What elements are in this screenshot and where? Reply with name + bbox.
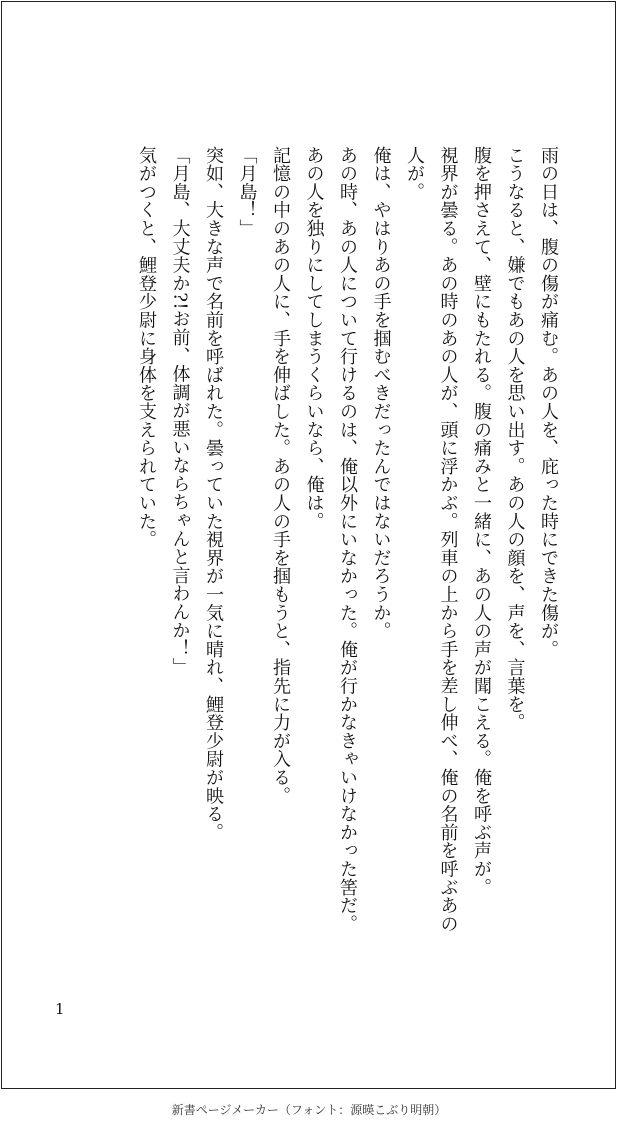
paragraph-9: 「月島！」 bbox=[236, 146, 258, 238]
paragraph-2: こうなると、嫌でもあの人を思い出す。あの人の顔を、声を、言葉を。 bbox=[504, 146, 526, 732]
paragraph-3: 腹を押さえて、壁にもたれる。腹の痛みと一緒に、あの人の声が聞こえる。俺を呼ぶ声が。 bbox=[471, 146, 492, 897]
footer-credit: 新書ページメーカー（フォント：源暎こぶり明朝） bbox=[171, 1103, 447, 1117]
paragraph-7: あの人を独りにしてしまうくらいなら、俺は。 bbox=[303, 146, 325, 531]
paragraph-11: 「月島、大丈夫か?!お前、体調が悪いならちゃんと言わんか！」 bbox=[169, 146, 191, 676]
paragraph-8: 記憶の中のあの人に、手を伸ばした。あの人の手を掴もうと、指先に力が入る。 bbox=[270, 146, 291, 805]
page-number: 1 bbox=[55, 1000, 65, 1018]
paragraph-5: 俺は、やはりあの手を掴むべきだったんではないだろうか。 bbox=[370, 146, 392, 641]
vertical-text-body bbox=[130, 146, 566, 946]
paragraph-10: 突如、大きな声で名前を呼ばれた。曇っていた視界が一気に晴れ、鯉登少尉が映る。 bbox=[203, 146, 224, 842]
paragraph-4: 視界が曇る。あの時のあの人が、頭に浮かぶ。列車の上から手を差し伸べ、俺の名前を呼ぶあの人が。 bbox=[404, 146, 459, 933]
paragraph-1: 雨の日は、腹の傷が痛む。あの人を、庇った時にできた傷が。 bbox=[538, 146, 559, 659]
book-page bbox=[1, 1, 616, 1089]
paragraph-12: 気がつくと、鯉登少尉に身体を支えられていた。 bbox=[136, 146, 157, 549]
paragraph-6: あの時、あの人について行けるのは、俺以外にいなかった。俺が行かなきゃいけなかった筈だ。 bbox=[337, 146, 358, 933]
